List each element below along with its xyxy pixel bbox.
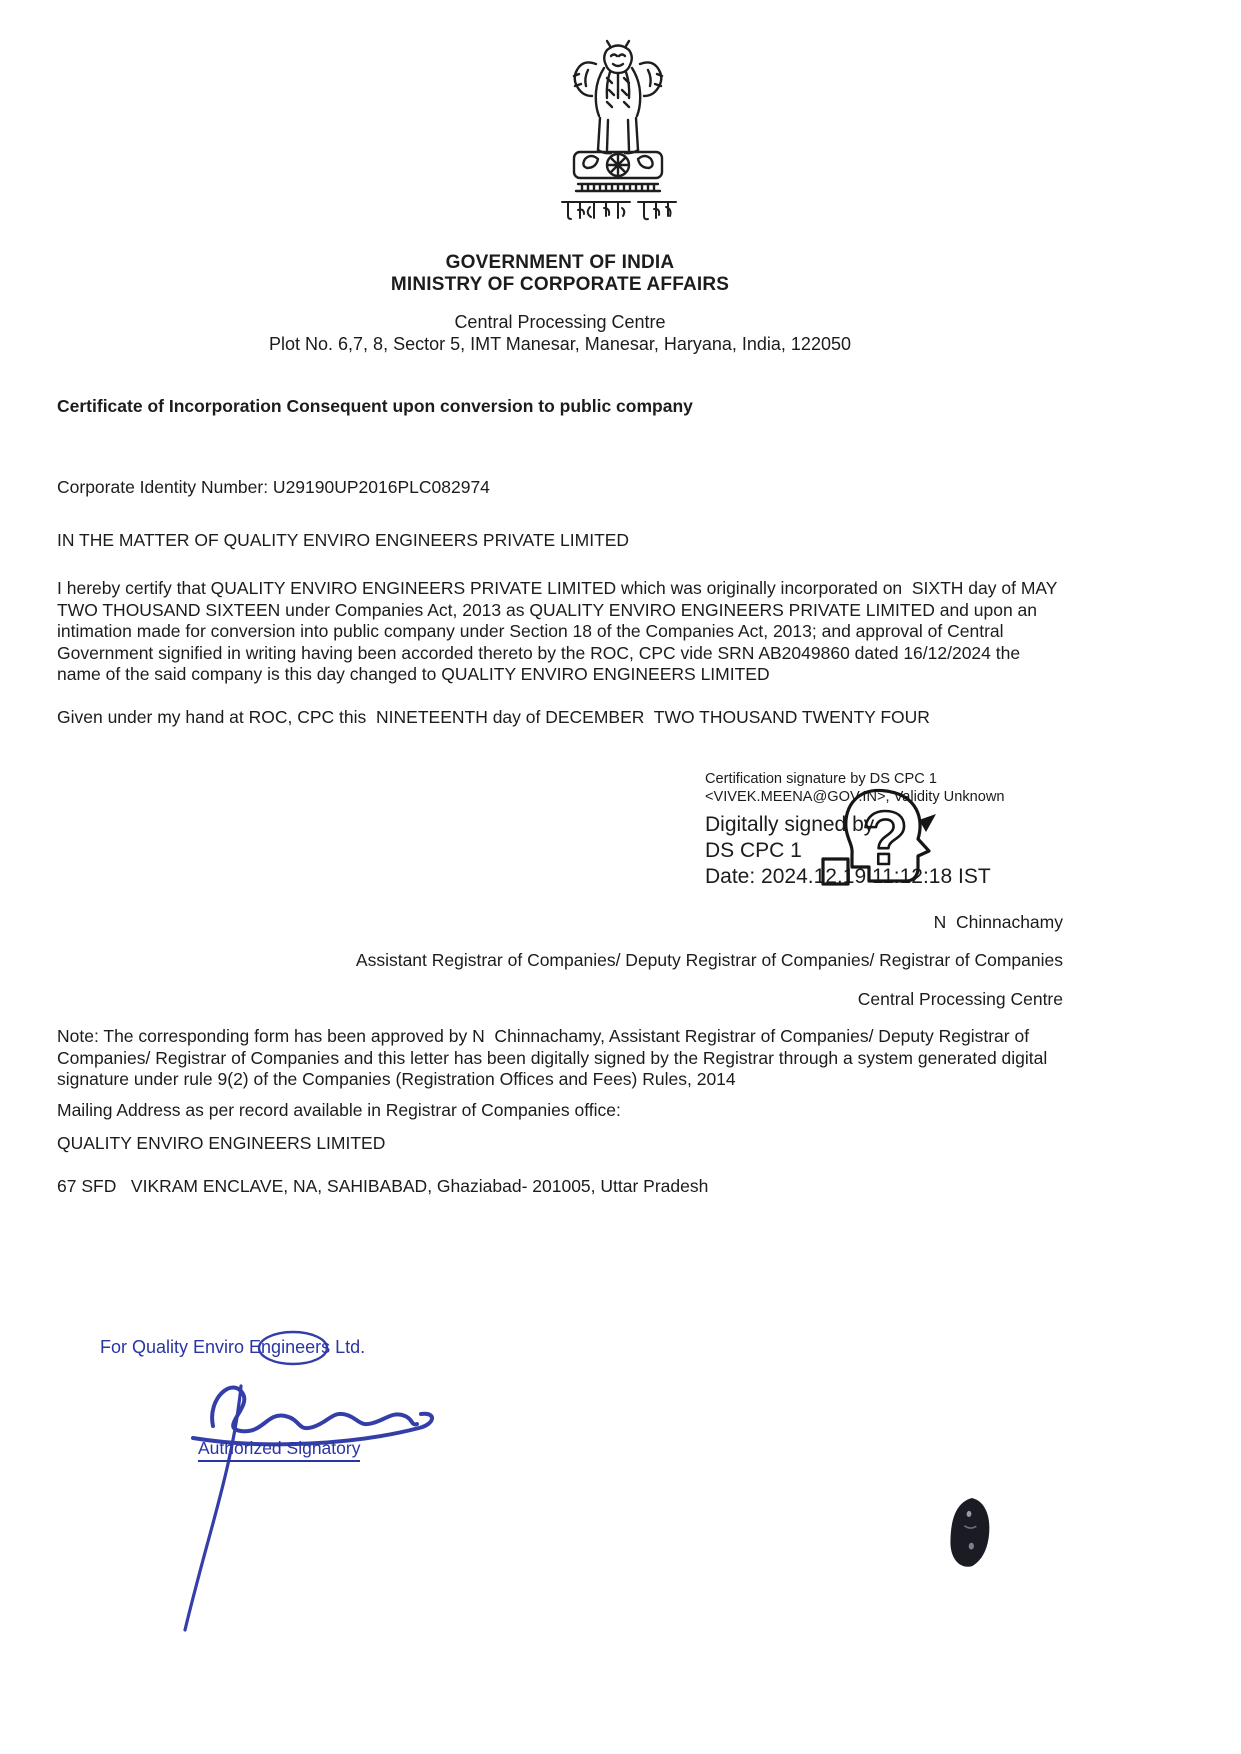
registrar-name: N Chinnachamy (933, 912, 1063, 932)
mailing-company-address: 67 SFD VIKRAM ENCLAVE, NA, SAHIBABAD, Ghaziabad- 201005, Uttar Pradesh (57, 1176, 709, 1196)
registrar-title: Assistant Registrar of Companies/ Deputy Registrar of Companies/ Registrar of Companies (355, 950, 1063, 970)
cin-line: Corporate Identity Number: U29190UP2016PLC082974 (57, 477, 490, 497)
header-ministry: MINISTRY OF CORPORATE AFFAIRS (390, 274, 730, 295)
ink-seal-stamp (944, 1496, 996, 1570)
satyameva-jayate-motto (560, 198, 678, 222)
mailing-address-label: Mailing Address as per record available in Registrar of Companies office: (57, 1100, 621, 1120)
handwritten-signature (95, 1328, 515, 1658)
header-address: Plot No. 6,7, 8, Sector 5, IMT Manesar, Manesar, Haryana, India, 122050 (269, 334, 851, 354)
header-office: Central Processing Centre (454, 312, 666, 332)
certification-paragraph: I hereby certify that QUALITY ENVIRO ENGINEERS PRIVATE LIMITED which was originally incorporated on SIXTH day of MAY TWO THOUSAND SIXTEEN under Companies Act, 2013 as QUALITY ENVIRO ENGINEERS PRIVATE LIMITED and upon an intimation made for conversion into public company under Section 18 of the Companies Act, 2013; and approval of Central Government signified in writing having been accorded thereto by the ROC, CPC vide SRN AB2049860 dated 16/12/2024 the name of the said company is this day changed to QUALITY ENVIRO ENGINEERS LIMITED (57, 578, 1067, 685)
cert-signature-line1: Certification signature by DS CPC 1 (705, 771, 937, 787)
signature-date-line: Date: 2024.12.19 11:12:18 IST (705, 865, 991, 888)
cert-signature-line2: <VIVEK.MEENA@GOV.IN>, Validity Unknown (705, 789, 1005, 805)
validity-unknown-question-head-icon (818, 786, 953, 890)
given-line: Given under my hand at ROC, CPC this NINETEENTH day of DECEMBER TWO THOUSAND TWENTY FOUR (57, 707, 930, 727)
emblem-of-india-icon (556, 38, 680, 198)
note-paragraph: Note: The corresponding form has been approved by N Chinnachamy, Assistant Registrar of Companies/ Deputy Registrar of Companies/ Registrar of Companies and this letter has been digitally signed by the Registrar through a system generated digital signature under rule 9(2) of the Companies (Registration Offices and Fees) Rules, 2014 (57, 1026, 1053, 1090)
registrar-office: Central Processing Centre (857, 989, 1063, 1009)
mailing-company-name: QUALITY ENVIRO ENGINEERS LIMITED (57, 1133, 386, 1153)
authorized-signatory-label: Authorized Signatory (198, 1438, 360, 1462)
certificate-title: Certificate of Incorporation Consequent upon conversion to public company (57, 396, 693, 416)
for-company-line: For Quality Enviro Engineers Ltd. (100, 1337, 366, 1357)
digitally-signed-line: Digitally signed by (705, 813, 875, 836)
header-government: GOVERNMENT OF INDIA (445, 252, 675, 273)
svg-text:?: ? (862, 796, 909, 881)
signer-name-line: DS CPC 1 (705, 839, 802, 862)
matter-line: IN THE MATTER OF QUALITY ENVIRO ENGINEERS PRIVATE LIMITED (57, 530, 630, 550)
